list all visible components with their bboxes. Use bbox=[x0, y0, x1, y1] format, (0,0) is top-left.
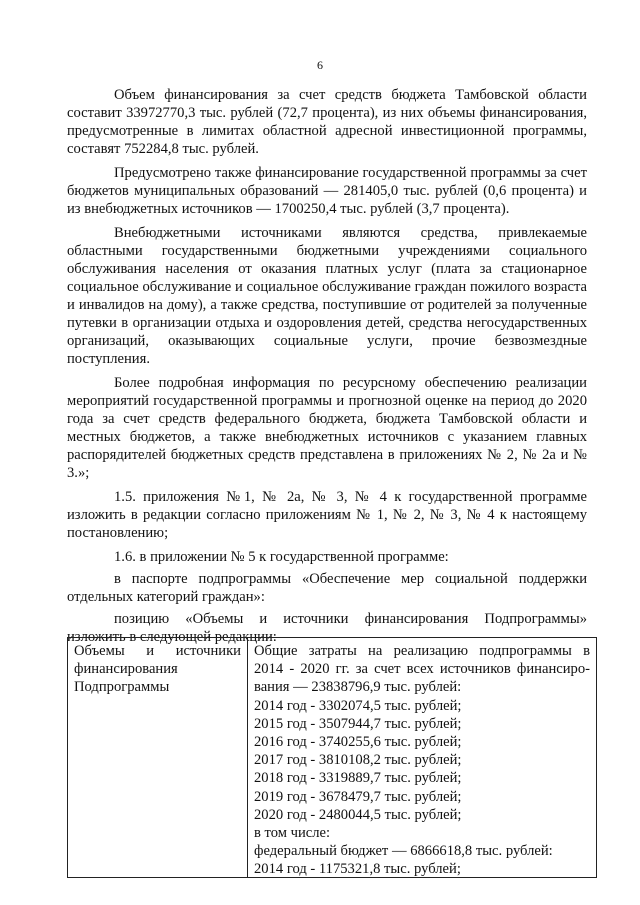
table-value-line: в том числе: bbox=[254, 825, 331, 842]
page-number: 6 bbox=[317, 58, 323, 72]
table-label-line: финансирования bbox=[74, 661, 178, 678]
table-value-line: 2014 год - 3302074,5 тыс. рублей; bbox=[254, 697, 462, 714]
paragraph-detailed-info: Более подробная информация по ресурсному обеспечению реализации мероприятий государственной программы и прогнозной оценке на период до 2020 года за счет средств федерального бюджета, бюджета Тамбовской области и местных бюджетов, а также внебюджетных источников с указанием главных распорядителей бюджетных средств представлена в приложениях № 2, № 2а и № 3.»; bbox=[67, 375, 587, 481]
table-value-line: 2016 год - 3740255,6 тыс. рублей; bbox=[254, 734, 462, 751]
paragraph-item-1-5: 1.5. приложения №1, № 2а, № 3, № 4 к государственной программе изложить в редакции согласно приложениям № 1, № 2, № 3, № 4 к настоящему постановлению; bbox=[67, 489, 587, 541]
table-value-line: федеральный бюджет — 6866618,8 тыс. рублей: bbox=[254, 843, 553, 860]
paragraph-municipal-funding: Предусмотрено также финансирование государственной программы за счет бюджетов муниципальных образований — 281405,0 тыс. рублей (0,6 процента) и из внебюджетных источников — 1700250,4 тыс. рублей (3,7 процента). bbox=[67, 165, 587, 217]
paragraph-extrabudgetary-sources: Внебюджетными источниками являются средства, привлекаемые областными государственными бюджетными учреждениями социального обслуживания населения от оказания платных услуг (плата за стационарное социальное обслуживание и социальное обслуживание граждан пожилого возраста и инвалидов на дому), а также средства, поступившие от родителей за полученные путевки в организации отдыха и оздоровления детей, средства негосударственных организаций, оказывающих социальные услуги, прочие безвозмездные поступления. bbox=[67, 225, 587, 367]
table-label-line: Объемы и источники bbox=[74, 643, 241, 659]
document-body bbox=[67, 86, 587, 650]
paragraph-position-statement: позицию «Объемы и источники финансирования Подпрограммы» изложить в следующей редакции: bbox=[67, 611, 587, 645]
table-value-line: 2018 год - 3319889,7 тыс. рублей; bbox=[254, 770, 462, 787]
table-value-line: 2015 год - 3507944,7 тыс. рублей; bbox=[254, 715, 462, 732]
table-value-line: 2014 год - 1175321,8 тыс. рублей; bbox=[254, 861, 461, 878]
table-value-line: 2017 год - 3810108,2 тыс. рублей; bbox=[254, 752, 462, 769]
funding-table bbox=[67, 637, 597, 878]
table-value-line: 2020 год - 2480044,5 тыс. рублей; bbox=[254, 806, 462, 823]
table-value-line: 2014 - 2020 гг. за счет всех источников финансиро- bbox=[254, 661, 590, 678]
table-value-line: 2019 год - 3678479,7 тыс. рублей; bbox=[254, 788, 462, 805]
table-value-line: вания — 23838796,9 тыс. рублей: bbox=[254, 679, 462, 696]
paragraph-subprogram-passport: в паспорте подпрограммы «Обеспечение мер социальной поддержки отдельных категорий граждан»: bbox=[67, 571, 587, 605]
table-value-cell bbox=[248, 638, 596, 877]
table-value-line: Общие затраты на реализацию подпрограммы в bbox=[254, 643, 590, 659]
table-label-cell bbox=[68, 638, 248, 877]
paragraph-regional-budget: Объем финансирования за счет средств бюджета Тамбовской области составит 33972770,3 тыс. рублей (72,7 процента), из них объемы финансирования, предусмотренные в лимитах областной адресной инвестиционной программы, составят 752284,8 тыс. рублей. bbox=[67, 87, 587, 157]
table-label-line: Подпрограммы bbox=[74, 679, 170, 696]
paragraph-item-1-6: 1.6. в приложении № 5 к государственной программе: bbox=[114, 549, 449, 565]
